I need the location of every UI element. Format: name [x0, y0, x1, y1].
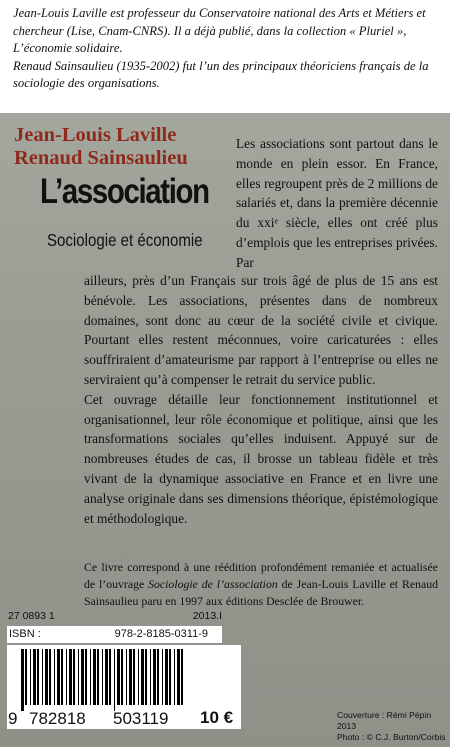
barcode-group-2: 503119	[113, 709, 169, 728]
author-names	[14, 124, 188, 170]
barcode-digits	[7, 709, 197, 729]
barcode-group-1: 782818	[29, 709, 86, 728]
edition-note	[84, 559, 438, 610]
bio-sainsaulieu: Renaud Sainsaulieu (1935-2002) fut l’un des principaux théoriciens français de la sociologie des organisations.	[13, 58, 429, 91]
price-box	[197, 645, 241, 729]
code-left: 27 0893 1	[8, 610, 55, 622]
barcode-box	[7, 645, 197, 729]
blurb-paragraph-1: ailleurs, près d’un Français sur trois âgé de plus de 15 ans est bénévole. Les associations, présentes dans de nombreux domaines, sont donc au cœur de la société civile et civique. Pourtant elles restent méconnues, voire caricaturées : elles souffriraient d’amateurisme par rapport à l’entreprise ou elles ne serviraient qu’à compenser le retrait du service public.	[84, 273, 438, 387]
isbn-number: 978-2-8185-0311-9	[114, 628, 208, 640]
barcode-digit-first: 9	[8, 709, 18, 728]
credits	[337, 710, 450, 743]
author-bio-box	[0, 0, 450, 113]
author-1: Jean-Louis Laville	[14, 124, 177, 146]
edition-note-part1: Ce livre correspond à une réédition profondément remaniée et actualisée de l’ouvrage	[84, 560, 438, 591]
author-2: Renaud Sainsaulieu	[14, 147, 188, 169]
blurb-main	[84, 271, 438, 528]
blurb-right-column: Les associations sont partout dans le monde en plein essor. En France, elles regroupent près de 2 millions de salariés et, dans la première décennie du xxiᵉ siècle, elles ont créé plus d’emplois que les entreprises privées. Par	[236, 136, 438, 270]
credit-photo: Photo : © C.J. Burton/Corbis	[337, 732, 446, 742]
book-title: L’association	[40, 172, 209, 211]
edition-note-part2: de Jean-Louis Laville et Renaud Sainsaulieu paru en 1997 aux éditions Desclée de Brouwer.	[84, 577, 439, 608]
edition-note-book-title: Sociologie de l’association	[148, 577, 278, 591]
book-subtitle: Sociologie et économie	[47, 230, 203, 250]
print-codes	[8, 610, 222, 624]
blurb-paragraph-2: Cet ouvrage détaille leur fonctionnement institutionnel et organisationnel, leur rôle économique et politique, ainsi que les transformations sociales qu’elles induisent. Appuyé sur de nombreuses études de cas, il brosse un tableau fidèle et très vivant de la dynamique associative en France et en livre une analyse originale dans ses dimensions théorique, épistémologique et méthodologique.	[84, 391, 438, 526]
bio-laville: Jean-Louis Laville est professeur du Conservatoire national des Arts et Métiers et chercheur (Lise, Cnam-CNRS). Il a déjà publié, dans la collection « Pluriel », L’économie solidaire.	[13, 6, 426, 56]
code-right: 2013.I	[192, 610, 222, 622]
credit-cover: Couverture : Rémi Pépin 2013	[337, 710, 432, 731]
price: 10 €	[200, 708, 234, 727]
barcode-icon	[17, 649, 189, 711]
isbn-label: ISBN :	[9, 628, 41, 640]
isbn-bar	[7, 626, 222, 643]
